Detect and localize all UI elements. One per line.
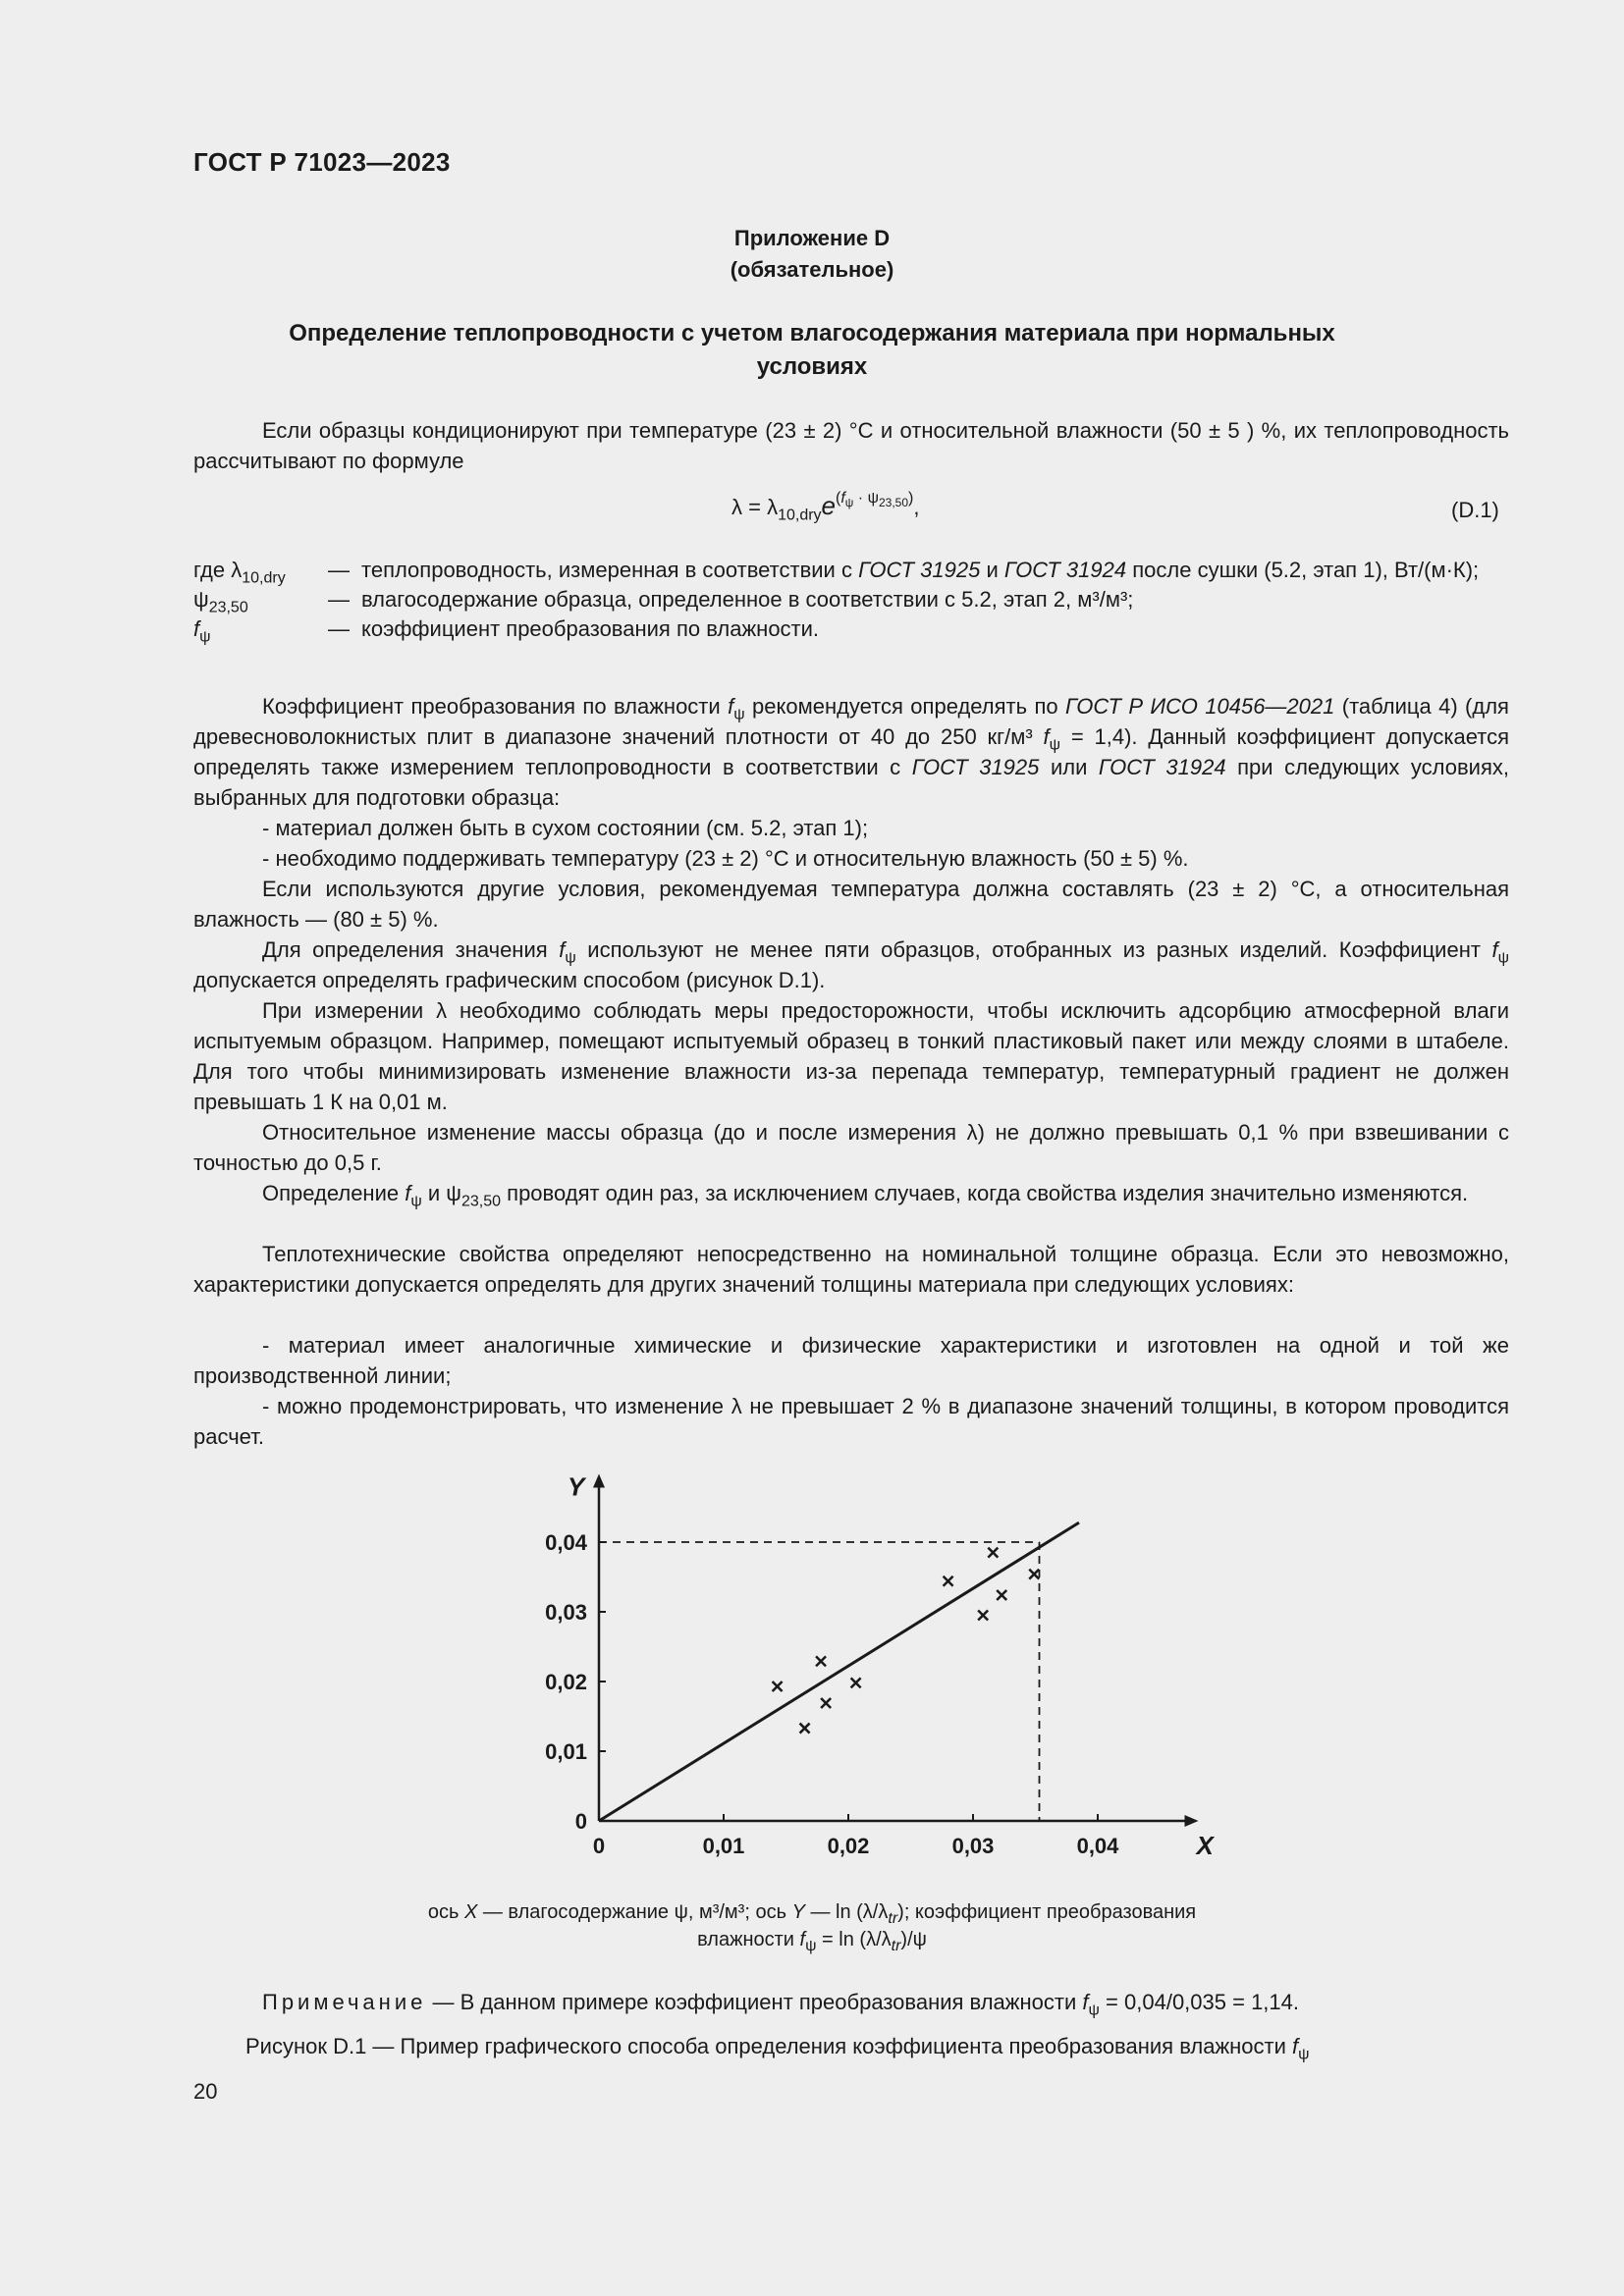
def-lambda-text: теплопроводность, измеренная в соответствии с ГОСТ 31925 и ГОСТ 31924 после сушки (5.2, этап 1), Вт/(м·К); [361,558,1480,582]
def-symbol-lambda: где $\lambda_{10,dry}$ [193,558,286,587]
paragraph-7: Определение $f_\psi$ и $\psi_{23,50}$ проводят один раз, за исключением случаев, когда свойства изделия значительно изменяются. [262,1181,1469,1210]
figure-axis-caption-line1: ось X — влагосодержание ψ, м³/м³; ось Y — $\ln (\lambda/\lambda_{tr})$; коэффициент преобразования [427,1901,1197,1927]
def-dash: — [328,558,350,582]
x-axis-arrow [1185,1815,1199,1827]
list-item-2: - необходимо поддерживать температуру (23 ± 2) °С и относительную влажность (50 ± 5) %. [262,846,1189,871]
page-number: 20 [193,2079,218,2104]
y-tick-label: 0,02 [545,1670,587,1694]
x-tick-label: 0,02 [827,1834,870,1858]
figure-note: Примечание — В данном примере коэффициент преобразования влажности $f_\psi = 0,04/0,035 = 1,14$. [262,1990,1299,2019]
paragraph-8: Теплотехнические свойства определяют непосредственно на номинальной толщине образца. Если это невозможно, характеристики допускается определять для других значений толщины материала при следующих условиях: [193,1242,1509,1297]
data-point [944,1576,953,1586]
definitions-list [193,556,1509,644]
list-item-1: - материал должен быть в сухом состоянии (см. 5.2, этап 1); [262,816,869,840]
figure-axis-caption-line2: влажности $f_\psi = \ln (\lambda/\lambda_{tr})/\psi$ [697,1929,927,1954]
data-point [773,1682,783,1691]
x-tick-label: 0,03 [951,1834,995,1858]
section-title-line2: условиях [756,353,868,380]
data-point [821,1698,831,1708]
def-symbol-f: $f_\psi$ [193,616,211,646]
data-point [1029,1570,1039,1579]
paragraph-5: При измерении λ необходимо соблюдать меры предосторожности, чтобы исключить адсорбцию атмосферной влаги испытуемым образцом. Например, помещают испытуемый образец в тонкий пластиковый пакет или между слоями в штабеле. Для того чтобы минимизировать изменение влажности из-за перепада температур, температурный градиент не должен превышать 1 К на 0,01 м. [193,998,1509,1114]
figure-title: Рисунок D.1 — Пример графического способа определения коэффициента преобразования влажности $f_\psi$ [245,2034,1310,2063]
y-tick-label: 0,01 [545,1739,587,1764]
data-point [800,1724,810,1734]
def-dash: — [328,587,350,612]
paragraph-1: Если образцы кондиционируют при температуре (23 ± 2) °С и относительной влажности (50 ± 5 ) %, их теплопроводность рассчитывают по формуле [193,418,1509,473]
formula-number: (D.1) [1451,498,1499,522]
formula-d1: $\lambda = \lambda_{10,dry}e^{(f_\psi \cdot \psi_{23,50})}$, [731,489,920,524]
y-tick-label: 0 [574,1809,587,1834]
def-f-text: коэффициент преобразования по влажности. [361,616,820,641]
y-axis-label: Y [568,1471,585,1502]
paragraph-3: Если используются другие условия, рекомендуемая температура должна составлять (23 ± 2) °С, а относительная влажность — (80 ± 5) %. [193,877,1509,932]
document-number: ГОСТ Р 71023—2023 [193,147,451,177]
data-point [816,1656,826,1666]
list-item-3: - материал имеет аналогичные химические и физические характеристики и изготовлен на одной и той же производственной линии; [193,1333,1509,1388]
data-point [978,1611,988,1621]
paragraph-4: Для определения значения $f_\psi$ используют не менее пяти образцов, отобранных из разных изделий. Коэффициент $f_\psi$ допускается определять графическим способом (рисунок D.1). [193,937,1509,992]
x-tick-label: 0 [592,1834,606,1858]
x-axis-label: X [1196,1831,1214,1860]
annex-status: (обязательное) [730,257,894,282]
x-tick-label: 0,04 [1076,1834,1119,1858]
data-point [851,1678,861,1687]
def-symbol-psi: $\psi_{23,50}$ [193,587,248,616]
y-tick-label: 0,04 [545,1530,587,1555]
def-dash: — [328,616,350,641]
list-item-4: - можно продемонстрировать, что изменение λ не превышает 2 % в диапазоне значений толщины, в котором проводится расчет. [193,1394,1509,1449]
regression-line [599,1522,1079,1821]
data-point [997,1590,1006,1600]
def-psi-text: влагосодержание образца, определенное в соответствии с 5.2, этап 2, м³/м³; [361,587,1134,612]
section-title-line1: Определение теплопроводности с учетом влагосодержания материала при нормальных [289,320,1335,347]
y-axis-arrow [593,1474,605,1488]
data-point [988,1548,998,1558]
x-tick-label: 0,01 [702,1834,745,1858]
paragraph-2: Коэффициент преобразования по влажности $f_\psi$ рекомендуется определять по ГОСТ Р ИСО 10456—2021 (таблица 4) (для древесноволокнистых плит в диапазоне значений плотности от 40 до 250 кг/м³ $f_\psi = 1,4$). Данный коэффициент допускается определять также измерением теплопроводности в соответствии с ГОСТ 31925 или ГОСТ 31924 при следующих условиях, выбранных для подготовки образца: [193,694,1510,810]
figure-d1-chart [511,1471,1214,1885]
paragraph-6: Относительное изменение массы образца (до и после измерения λ) не должно превышать 0,1 % при взвешивании с точностью до 0,5 г. [193,1120,1509,1175]
y-tick-label: 0,03 [545,1600,587,1625]
annex-title: Приложение D [733,226,891,250]
